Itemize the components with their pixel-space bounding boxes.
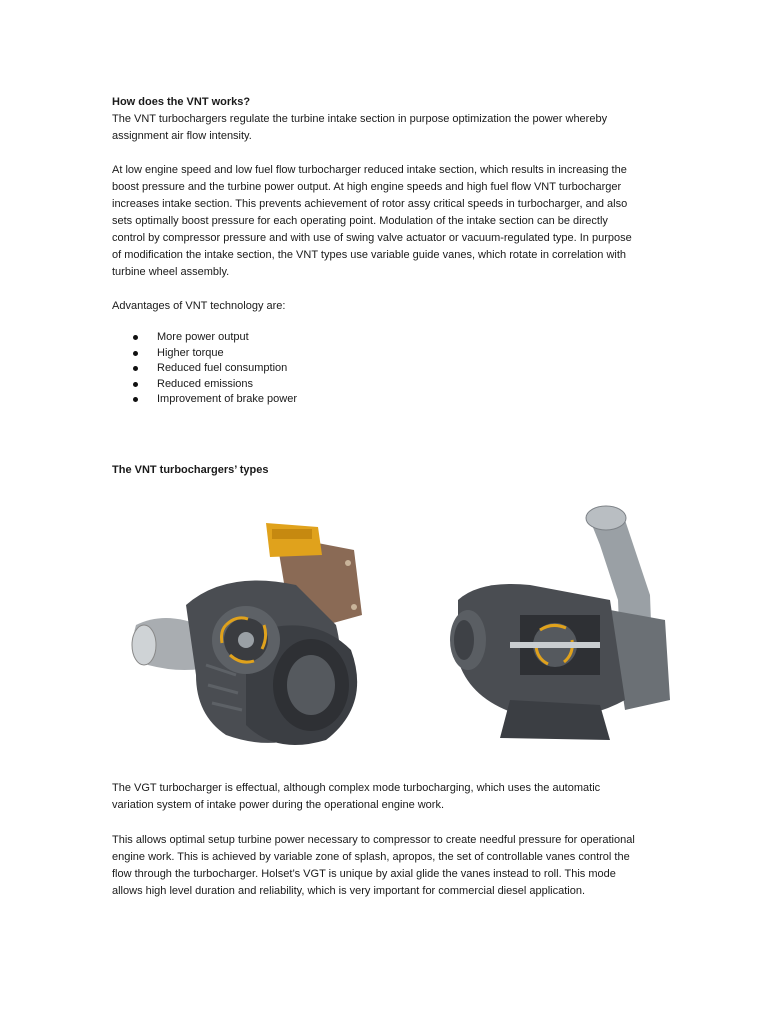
vgt-turbocharger-cutaway-image: [440, 500, 672, 752]
section-vnt-types: [112, 462, 642, 479]
bullet-icon: [133, 382, 138, 387]
vgt-paragraph-2: This allows optimal setup turbine power necessary to compressor to create needful pressure for operational engine work. This is achieved by variable zone of splash, apropos, the set of controllable vanes control the flow through the turbocharger. Holset’s VGT is unique by axial glide the vanes instead to roll. This mode allows high level duration and reliability, which is very important for commercial diesel application.: [112, 834, 635, 897]
bullet-icon: [133, 366, 138, 371]
advantages-lead-block: [112, 298, 642, 315]
intro-paragraph: The VNT turbochargers regulate the turbine intake section in purpose optimization the power whereby assignment air flow intensity.: [112, 113, 608, 142]
bullet-icon: [133, 335, 138, 340]
vgt-paragraph-2-block: [112, 832, 642, 900]
advantages-lead: Advantages of VNT technology are:: [112, 300, 286, 312]
advantages-list: [112, 330, 297, 408]
section-heading: The VNT turbochargers’ types: [112, 464, 269, 476]
list-item: Higher torque: [112, 346, 297, 362]
body-paragraph: At low engine speed and low fuel flow turbocharger reduced intake section, which results in increasing the boost pressure and the turbine power output. At high engine speeds and high fuel flow VNT turbocharger increases intake section. This prevents achievement of rotor assy critical speeds in turbocharger, and also sets optimally boost pressure for each operating point. Modulation of the intake section can be directly control by compressor pressure and with use of swing valve actuator or vacuum-regulated type. In purpose of modification the intake section, the VNT types use variable guide vanes, which rotate in correlation with turbine wheel assembly.: [112, 164, 632, 278]
list-item: Reduced fuel consumption: [112, 361, 297, 377]
body-paragraph-block: [112, 162, 642, 281]
list-item: Improvement of brake power: [112, 392, 297, 408]
section-how-vnt-works: [112, 94, 642, 145]
vgt-paragraph-1-block: [112, 780, 642, 814]
list-item: More power output: [112, 330, 297, 346]
bullet-icon: [133, 397, 138, 402]
list-item: Reduced emissions: [112, 377, 297, 393]
bullet-icon: [133, 351, 138, 356]
vgt-paragraph-1: The VGT turbocharger is effectual, although complex mode turbocharging, which uses the automatic variation system of intake power during the operational engine work.: [112, 782, 601, 811]
vnt-turbocharger-cutaway-image: [126, 515, 384, 760]
section-heading: How does the VNT works?: [112, 96, 251, 108]
